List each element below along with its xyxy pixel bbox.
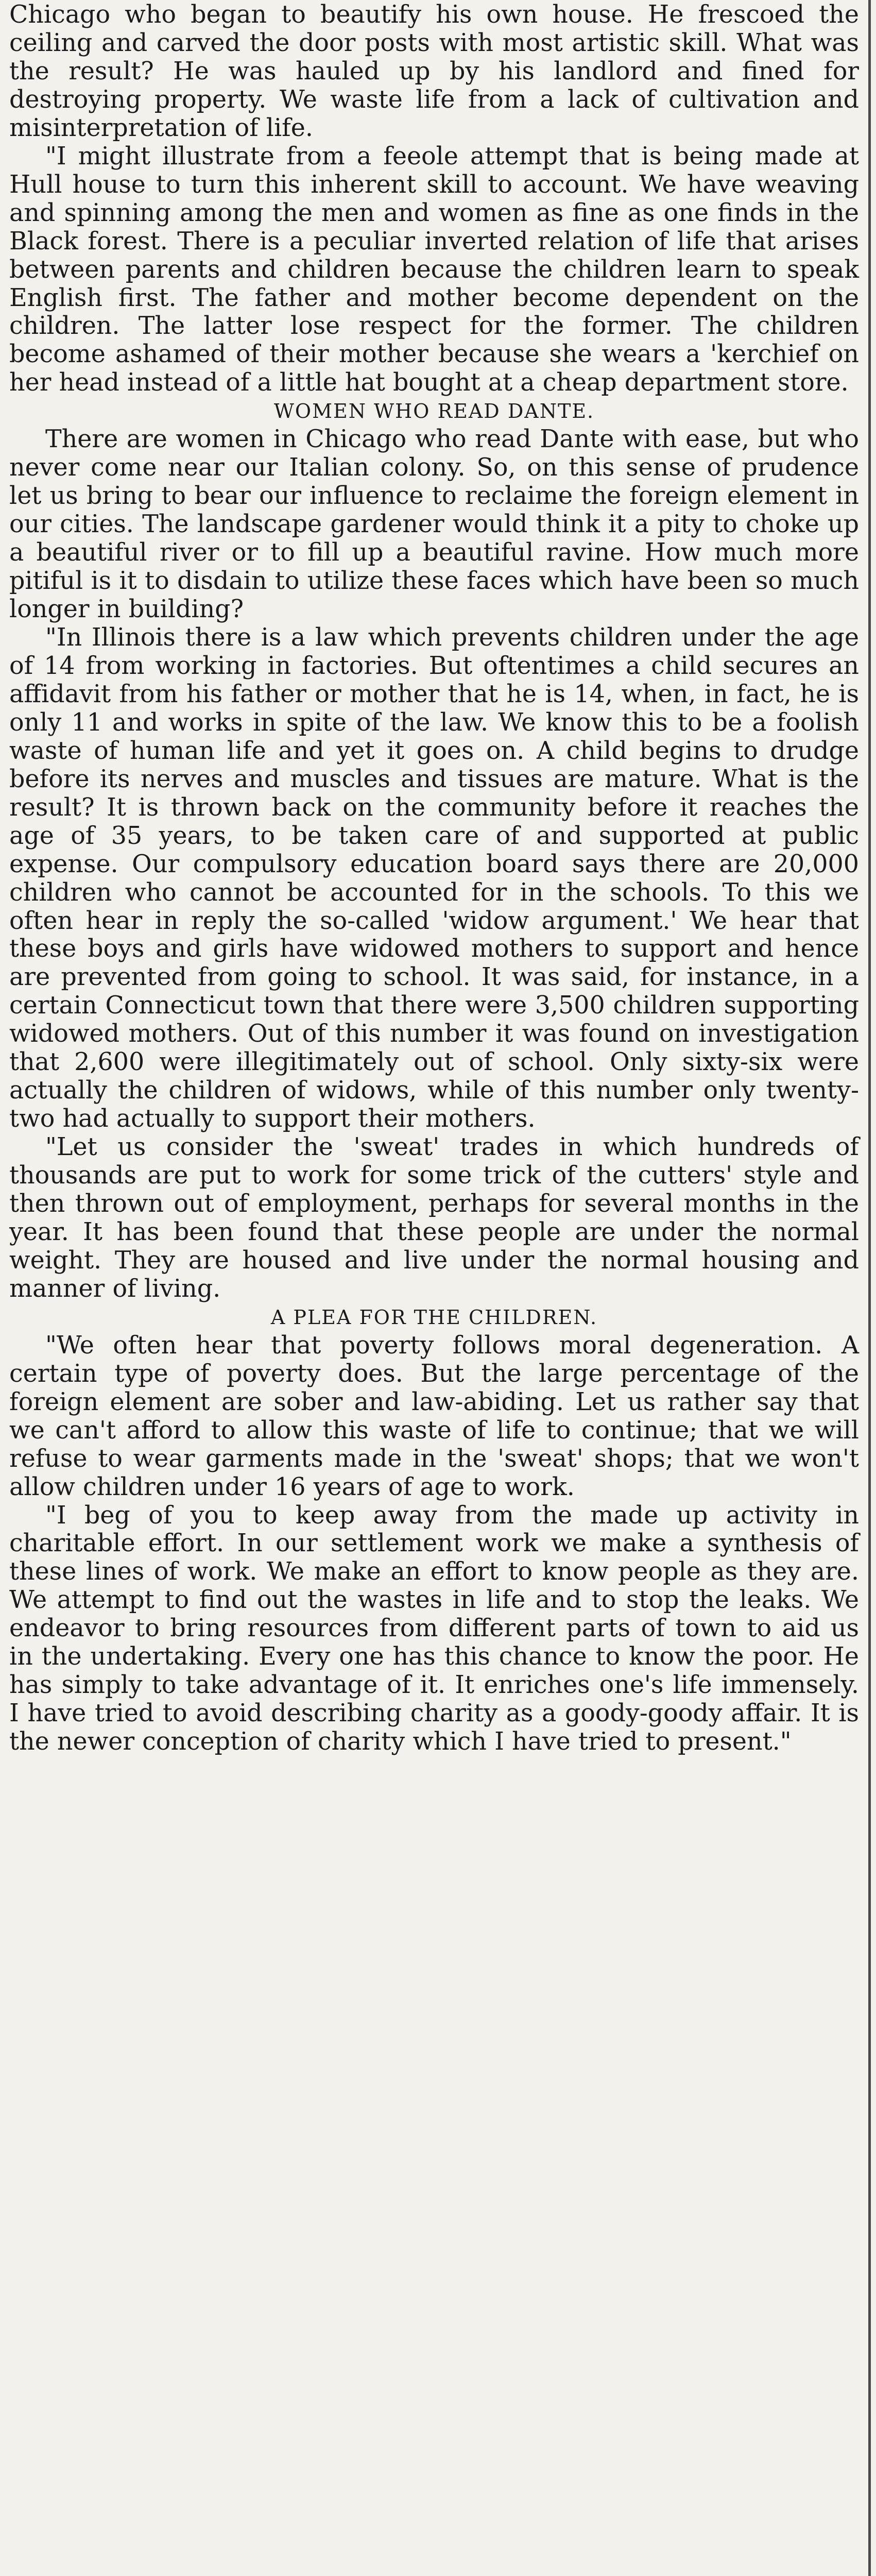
article-paragraph: "We often hear that poverty follows moral degeneration. A certain type of poverty does. But the large percentage of the foreign element are sober and law-abiding. Let us rather say that we can't afford to allow this waste of life to continue; that we will refuse to wear garments made in the 'sweat' shops; that we won't allow children under 16 years of age to work. xyxy=(9,1331,859,1501)
article-paragraph: There are women in Chicago who read Dante with ease, but who never come near our Italian colony. So, on this sense of prudence let us bring to bear our influence to reclaime the foreign element in our cities. The landscape gardener would think it a pity to choke up a beautiful river or to fill up a beautiful ravine. How much more pitiful is it to disdain to utilize these faces which have been so much longer in building? xyxy=(9,425,859,624)
article-column xyxy=(9,1,859,1756)
article-paragraph: "In Illinois there is a law which prevents children under the age of 14 from working in factories. But oftentimes a child secures an affidavit from his father or mother that he is 14, when, in fact, he is only 11 and works in spite of the law. We know this to be a foolish waste of human life and yet it goes on. A child begins to drudge before its nerves and muscles and tissues are mature. What is the result? It is thrown back on the community before it reaches the age of 35 years, to be taken care of and supported at public expense. Our compulsory education board says there are 20,000 children who cannot be accounted for in the schools. To this we often hear in reply the so-called 'widow argument.' We hear that these boys and girls have widowed mothers to support and hence are prevented from going to school. It was said, for instance, in a certain Connecticut town that there were 3,500 children supporting widowed mothers. Out of this number it was found on investigation that 2,600 were illegitimately out of school. Only sixty-six were actually the children of widows, while of this number only twenty-two had actually to support their mothers. xyxy=(9,623,859,1133)
article-paragraph: Chicago who began to beautify his own house. He frescoed the ceiling and carved the door posts with most artistic skill. What was the result? He was hauled up by his landlord and fined for destroying property. We waste life from a lack of cultivation and misinterpretation of life. xyxy=(9,1,859,142)
article-paragraph: "Let us consider the 'sweat' trades in which hundreds of thousands are put to work for some trick of the cutters' style and then thrown out of employment, perhaps for several months in the year. It has been found that these people are under the normal weight. They are housed and live under the normal housing and manner of living. xyxy=(9,1133,859,1303)
section-heading: A PLEA FOR THE CHILDREN. xyxy=(270,1306,598,1329)
article-paragraph: "I might illustrate from a feeole attempt that is being made at Hull house to turn this inherent skill to account. We have weaving and spinning among the men and women as fine as one finds in the Black forest. There is a peculiar inverted relation of life that arises between parents and children because the children learn to speak English first. The father and mother become dependent on the children. The latter lose respect for the former. The children become ashamed of their mother because she wears a 'kerchief on her head instead of a little hat bought at a cheap department store. xyxy=(9,142,859,397)
section-heading: WOMEN WHO READ DANTE. xyxy=(273,400,595,423)
article-paragraph: "I beg of you to keep away from the made up activity in charitable effort. In our settlement work we make a synthesis of these lines of work. We make an effort to know people as they are. We attempt to find out the wastes in life and to stop the leaks. We endeavor to bring resources from different parts of town to aid us in the undertaking. Every one has this chance to know the poor. He has simply to take advantage of it. It enriches one's life immensely. I have tried to avoid describing charity as a goody-goody affair. It is the newer conception of charity which I have tried to present." xyxy=(9,1501,859,1756)
column-rule xyxy=(868,0,871,2576)
